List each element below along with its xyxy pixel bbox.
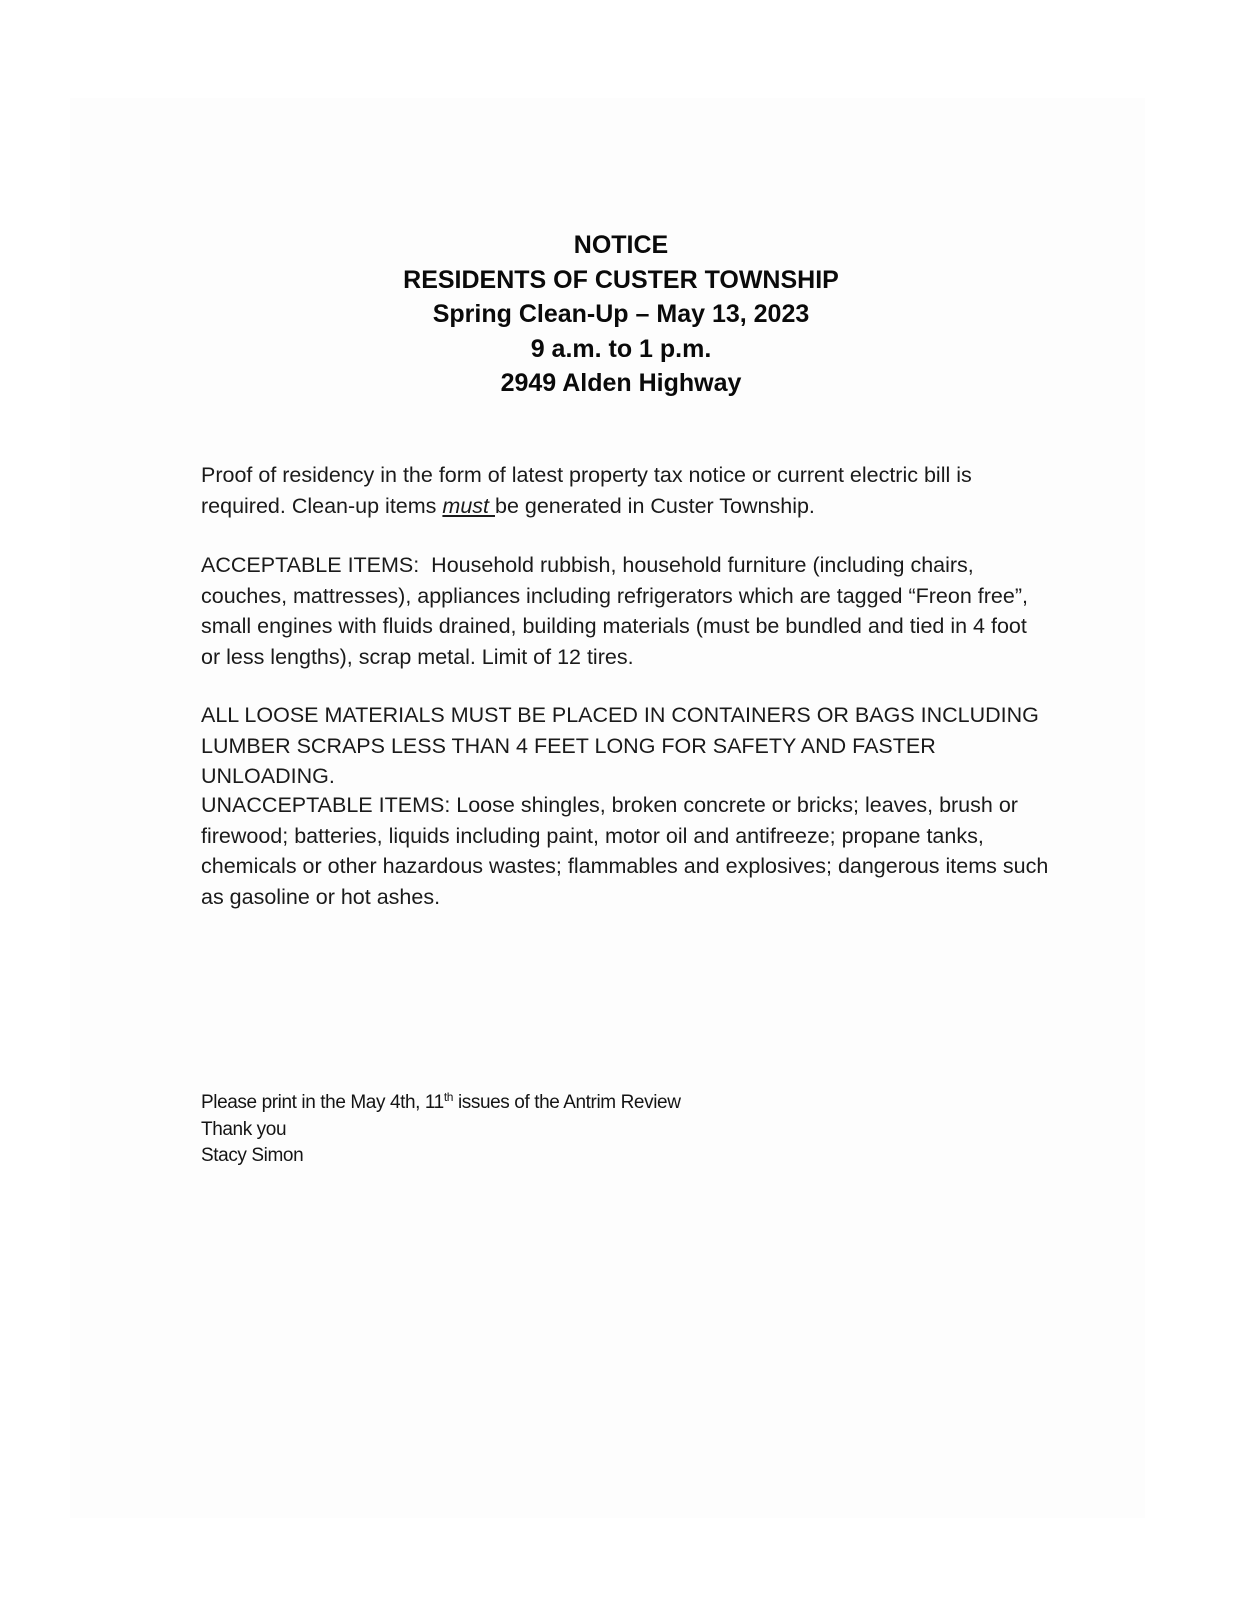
notice-heading [0, 228, 1242, 401]
signature-name: Stacy Simon [201, 1145, 304, 1166]
thank-you: Thank you [201, 1118, 287, 1140]
acceptable-items-paragraph [201, 550, 1051, 672]
footer-note [201, 1090, 681, 1170]
acceptable-items-text: ACCEPTABLE ITEMS: Household rubbish, household furniture (including chairs, couches, mattresses), appliances including refrigerators which are tagged “Freon free”, small engines with fluids drained, building materials (must be bundled and tied in 4 foot or less lengths), scrap metal. Limit of 12 tires. [201, 553, 1028, 669]
event-name-date: Spring Clean-Up – May 13, 2023 [432, 300, 810, 328]
ordinal-suffix: th [443, 1090, 454, 1104]
residency-emphasis: must [442, 493, 495, 518]
notice-title: NOTICE [573, 231, 669, 259]
residency-paragraph [201, 460, 1051, 521]
loose-materials-paragraph [201, 700, 1051, 792]
event-address: 2949 Alden Highway [500, 369, 742, 397]
unacceptable-items-text: UNACCEPTABLE ITEMS: Loose shingles, broken concrete or bricks; leaves, brush or firewood; batteries, liquids including paint, motor oil and antifreeze; propane tanks, chemicals or other hazardous wastes; flammables and explosives; dangerous items such as gasoline or hot ashes. [201, 793, 1049, 909]
notice-audience: RESIDENTS OF CUSTER TOWNSHIP [403, 265, 839, 294]
residency-text-end: be generated in Custer Township. [494, 493, 815, 518]
print-request: Please print in the May 4th, 11th issues of the Antrim Review [201, 1090, 681, 1113]
event-time: 9 a.m. to 1 p.m. [530, 334, 712, 363]
residency-text: Proof of residency in the form of latest property tax notice or current electric bill is required. Clean-up items [201, 463, 972, 518]
unacceptable-items-paragraph [201, 790, 1051, 912]
loose-materials-text: ALL LOOSE MATERIALS MUST BE PLACED IN CONTAINERS OR BAGS INCLUDING LUMBER SCRAPS LESS THAN 4 FEET LONG FOR SAFETY AND FASTER UNLOADING. [201, 703, 1039, 788]
